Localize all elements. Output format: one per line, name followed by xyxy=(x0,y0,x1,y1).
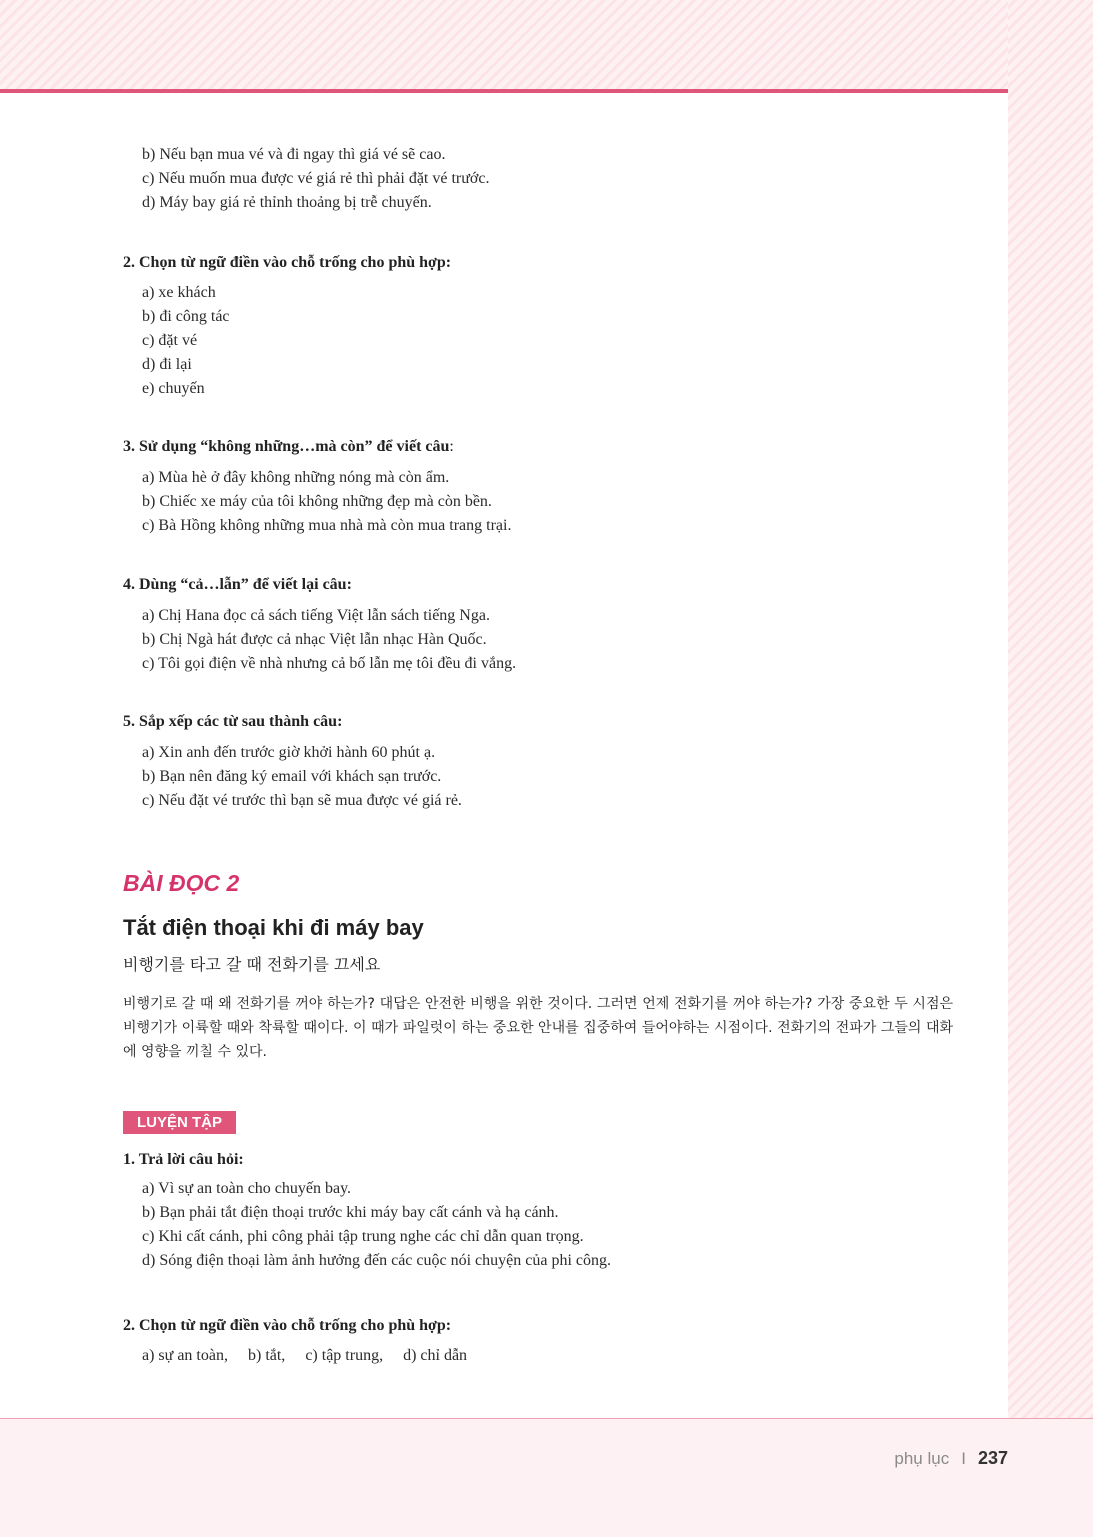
option-item: a) sự an toàn, xyxy=(142,1347,228,1364)
answer-item: a) xe khách xyxy=(142,284,216,301)
header-rule xyxy=(0,89,1008,93)
answer-item: b) Bạn nên đăng ký email với khách sạn trước. xyxy=(142,768,442,785)
answer-item: c) Nếu muốn mua được vé giá rẻ thì phải đặt vé trước. xyxy=(142,170,490,187)
answer-item: d) Sóng điện thoại làm ảnh hưởng đến các cuộc nói chuyện của phi công. xyxy=(142,1252,611,1269)
reading-heading: BÀI ĐỌC 2 xyxy=(123,870,240,896)
reading-korean-title: 비행기를 타고 갈 때 전화기를 끄세요 xyxy=(123,955,381,974)
question-4-title: 4. Dùng “cả…lẫn” để viết lại câu: xyxy=(123,576,352,593)
reading-title: Tắt điện thoại khi đi máy bay xyxy=(123,915,424,940)
q5-answer-list xyxy=(142,741,462,813)
footer-label xyxy=(894,1448,1008,1469)
answer-item: c) Bà Hồng không những mua nhà mà còn mua trang trại. xyxy=(142,517,512,534)
answer-item: d) đi lại xyxy=(142,356,192,373)
practice-question-1-title: 1. Trả lời câu hỏi: xyxy=(123,1151,244,1168)
answer-item: a) Mùa hè ở đây không những nóng mà còn ẩm. xyxy=(142,469,450,486)
answer-item: a) Vì sự an toàn cho chuyến bay. xyxy=(142,1180,352,1197)
answer-item: c) Tôi gọi điện về nhà nhưng cả bố lẫn mẹ tôi đều đi vắng. xyxy=(142,655,517,672)
question-5-title: 5. Sắp xếp các từ sau thành câu: xyxy=(123,713,343,730)
footer-separator: I xyxy=(961,1449,966,1468)
question-3-title xyxy=(123,438,454,456)
question-2-title: 2. Chọn từ ngữ điền vào chỗ trống cho phù hợp: xyxy=(123,254,452,271)
answer-item: a) Chị Hana đọc cả sách tiếng Việt lẫn sách tiếng Nga. xyxy=(142,607,490,624)
q1-answer-list xyxy=(142,143,489,215)
practice-q2-options xyxy=(142,1344,487,1368)
answer-item: b) Nếu bạn mua vé và đi ngay thì giá vé sẽ cao. xyxy=(142,146,446,163)
page-number: 237 xyxy=(977,1448,1008,1468)
option-item: d) chỉ dẫn xyxy=(403,1347,468,1364)
answer-item: b) Chiếc xe máy của tôi không những đẹp mà còn bền. xyxy=(142,493,492,510)
answer-item: b) đi công tác xyxy=(142,308,230,325)
practice-q1-answer-list xyxy=(142,1177,611,1273)
q2-answer-list xyxy=(142,281,230,401)
practice-badge: LUYỆN TẬP xyxy=(123,1111,236,1134)
reading-body: 비행기로 갈 때 왜 전화기를 꺼야 하는가? 대답은 안전한 비행을 위한 것이다. 그러면 언제 전화기를 꺼야 하는가? 가장 중요한 두 시점은 비행기가 이륙할 때와 착륙할 때이다. 이 때가 파일럿이 하는 중요한 안내를 집중하여 들어야하는 시점이다. 전화기의 전파가 그들의 대화에 영향을 끼칠 수 있다. xyxy=(123,996,953,1060)
question-3-text: 3. Sử dụng “không những…mà còn” để viết câu xyxy=(123,438,450,455)
q3-answer-list xyxy=(142,466,511,538)
answer-item: b) Chị Ngà hát được cả nhạc Việt lẫn nhạc Hàn Quốc. xyxy=(142,631,487,648)
answer-item: c) Khi cất cánh, phi công phải tập trung nghe các chỉ dẫn quan trọng. xyxy=(142,1228,584,1245)
page-footer xyxy=(0,1418,1093,1537)
practice-question-2-title: 2. Chọn từ ngữ điền vào chỗ trống cho phù hợp: xyxy=(123,1317,452,1334)
answer-item: d) Máy bay giá rẻ thỉnh thoảng bị trễ chuyến. xyxy=(142,194,432,211)
answer-item: a) Xin anh đến trước giờ khởi hành 60 phút ạ. xyxy=(142,744,436,761)
option-item: b) tắt, xyxy=(247,1347,286,1364)
answer-item: c) đặt vé xyxy=(142,332,198,349)
header-stripe-band xyxy=(0,0,1093,90)
answer-item: c) Nếu đặt vé trước thì bạn sẽ mua được vé giá rẻ. xyxy=(142,792,462,809)
right-margin-stripe xyxy=(1008,0,1093,1418)
option-item: c) tập trung, xyxy=(305,1347,384,1364)
answer-item: b) Bạn phải tắt điện thoại trước khi máy bay cất cánh và hạ cánh. xyxy=(142,1204,559,1221)
answer-item: e) chuyến xyxy=(142,380,205,397)
q4-answer-list xyxy=(142,604,516,676)
footer-section: phụ lục xyxy=(894,1449,950,1468)
question-3-colon: : xyxy=(449,438,454,455)
